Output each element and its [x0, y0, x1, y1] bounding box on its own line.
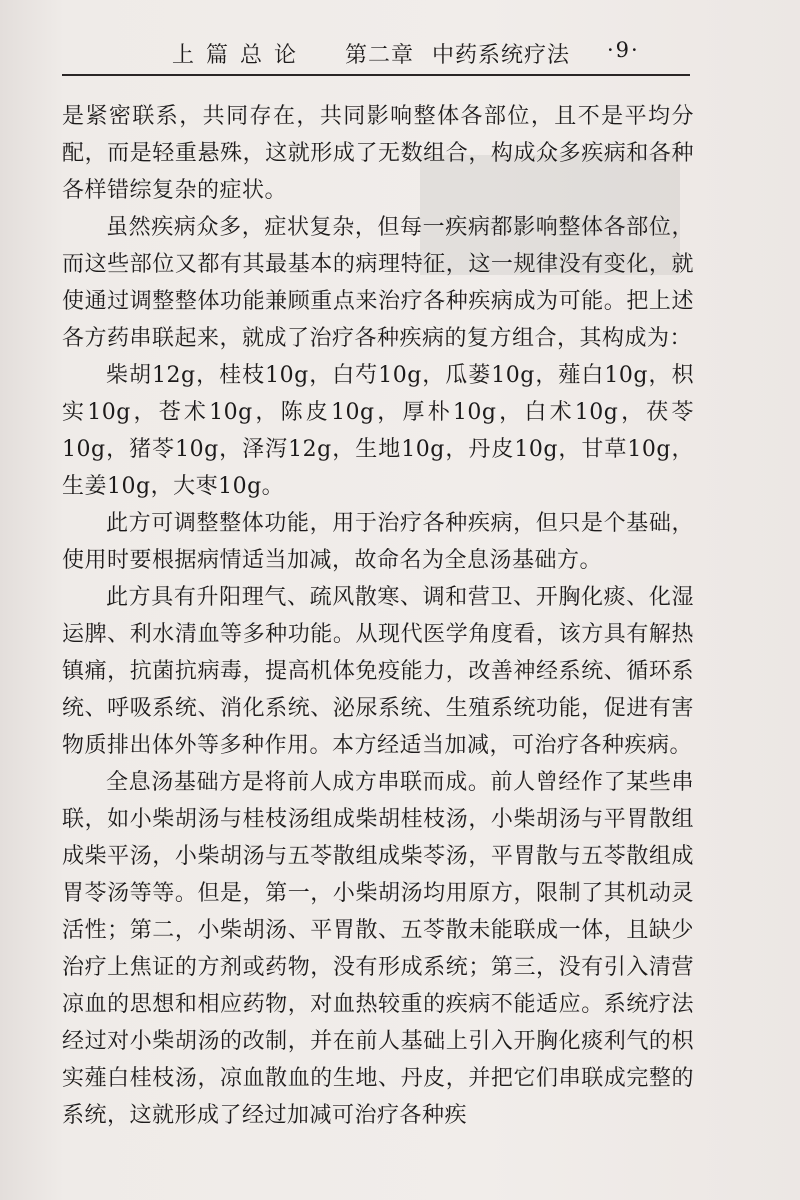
paragraph: 此方具有升阳理气、疏风散寒、调和营卫、开胸化痰、化湿运脾、利水清血等多种功能。从现代医学角度看，该方具有解热镇痛，抗菌抗病毒，提高机体免疫能力，改善神经系统、循环系统、呼吸系统、消化系统、泌尿系统、生殖系统功能，促进有害物质排出体外等多种作用。本方经适当加减，可治疗各种疾病。 — [62, 585, 694, 758]
header-rule — [62, 74, 690, 76]
header-chapter: 第二章 — [345, 43, 415, 68]
paragraph: 此方可调整整体功能，用于治疗各种疾病，但只是个基础，使用时要根据病情适当加减，故命名为全息汤基础方。 — [62, 511, 694, 573]
paragraph: 虽然疾病众多，症状复杂，但每一疾病都影响整体各部位，而这些部位又都有其最基本的病理特征，这一规律没有变化，就使通过调整整体功能兼顾重点来治疗各种疾病成为可能。把上述各方药串联起来，就成了治疗各种疾病的复方组合，其构成为： — [62, 215, 694, 351]
prescription-paragraph: 柴胡12g，桂枝10g，白芍10g，瓜蒌10g，薤白10g，枳实10g，苍术10g，陈皮10g，厚朴10g，白术10g，茯苓10g，猪苓10g，泽泻12g，生地10g，丹皮10g，甘草10g，生姜10g，大枣10g。 — [62, 363, 694, 499]
running-header — [62, 30, 690, 74]
paragraph: 全息汤基础方是将前人成方串联而成。前人曾经作了某些串联，如小柴胡汤与桂枝汤组成柴胡桂枝汤，小柴胡汤与平胃散组成柴平汤，小柴胡汤与五苓散组成柴苓汤，平胃散与五苓散组成胃苓汤等等。但是，第一，小柴胡汤均用原方，限制了其机动灵活性；第二，小柴胡汤、平胃散、五苓散未能联成一体，且缺少治疗上焦证的方剂或药物，没有形成系统；第三，没有引入清营凉血的思想和相应药物，对血热较重的疾病不能适应。系统疗法经过对小柴胡汤的改制，并在前人基础上引入开胸化痰利气的枳实薤白桂枝汤，凉血散血的生地、丹皮，并把它们串联成完整的系统，这就形成了经过加减可治疗各种疾 — [62, 770, 694, 1128]
header-section: 上篇总论 — [172, 43, 309, 68]
body-text — [62, 98, 694, 1134]
page-number: ·9· — [607, 38, 640, 62]
header-title: 中药系统疗法 — [432, 43, 571, 68]
paragraph: 是紧密联系，共同存在，共同影响整体各部位，且不是平均分配，而是轻重悬殊，这就形成了无数组合，构成众多疾病和各种各样错综复杂的症状。 — [62, 104, 694, 203]
